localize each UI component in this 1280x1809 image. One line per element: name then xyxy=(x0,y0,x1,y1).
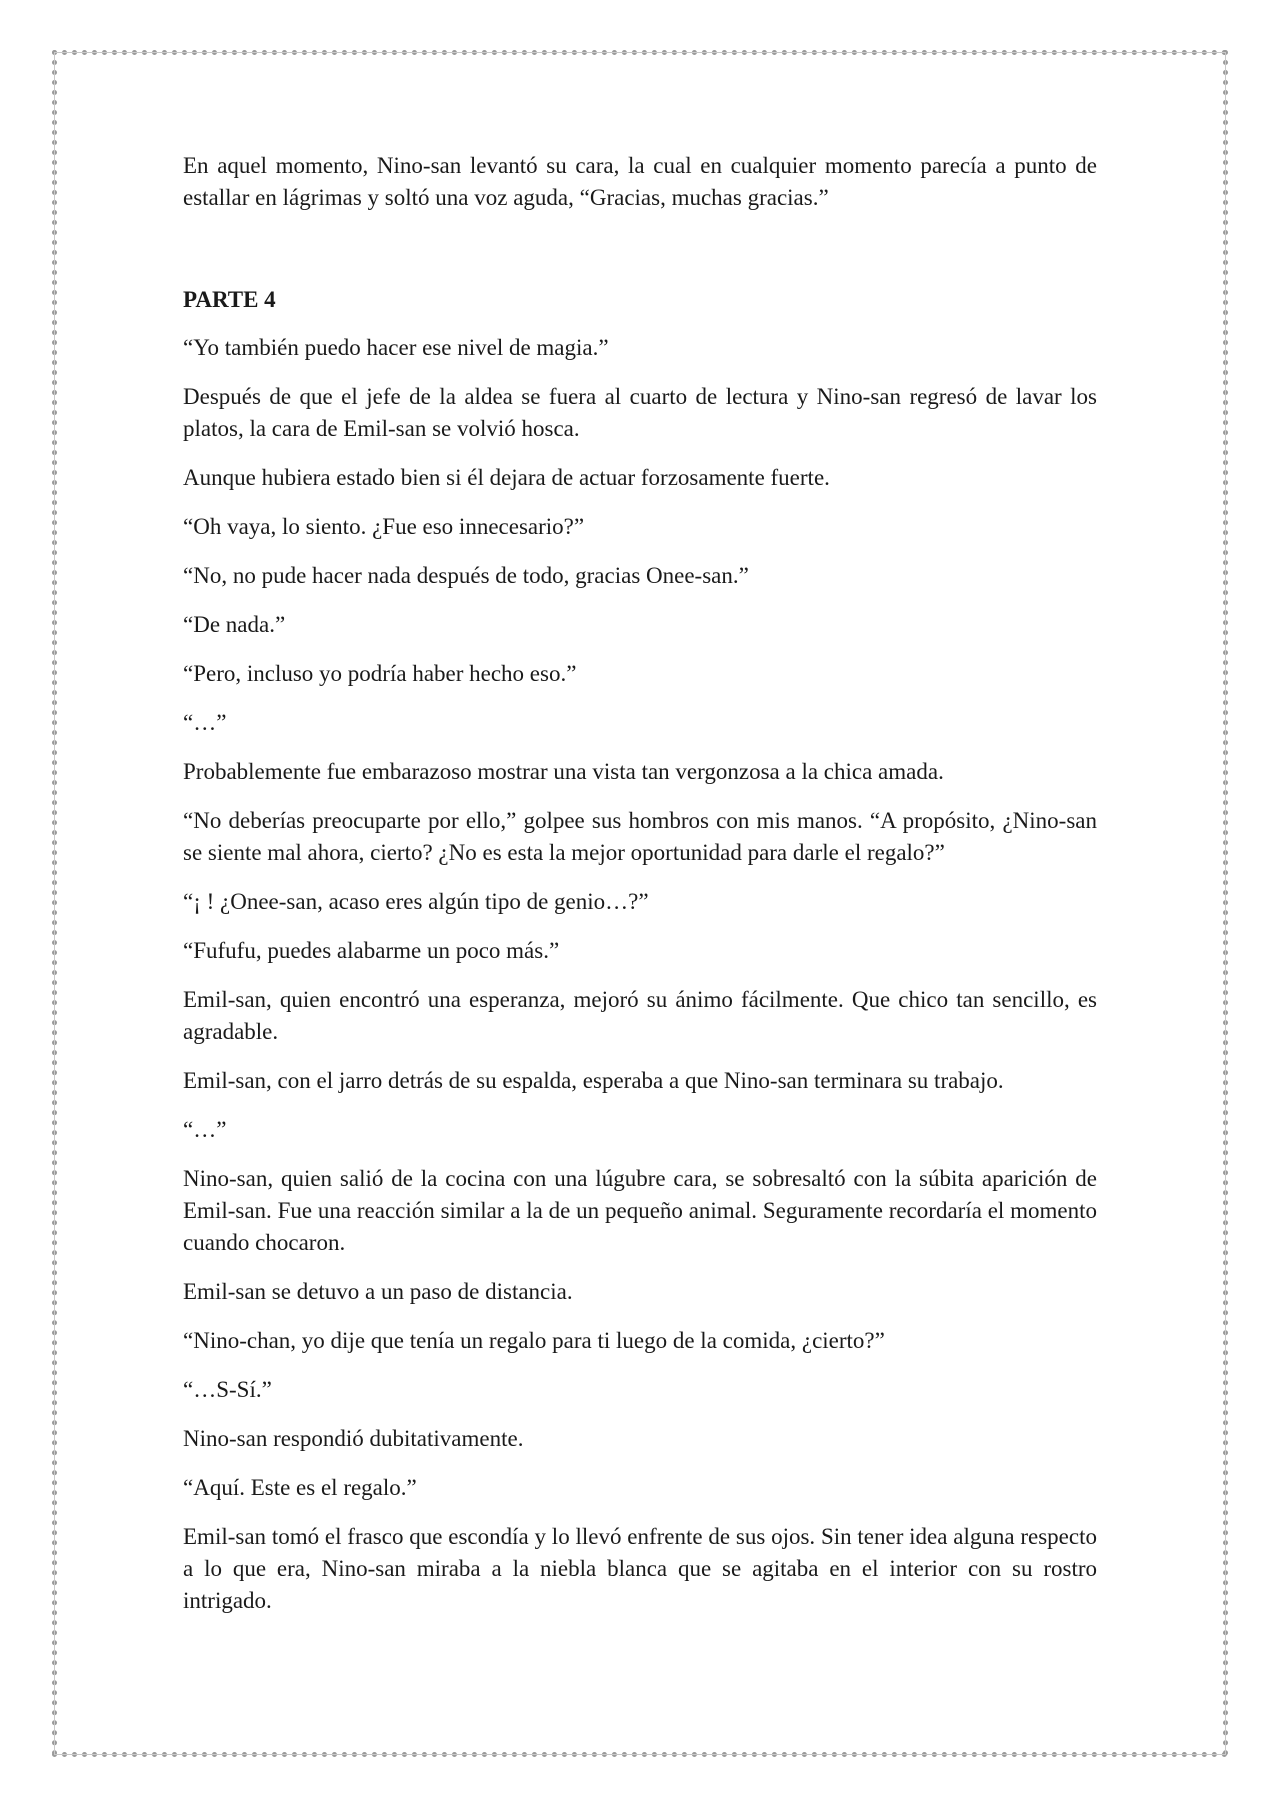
paragraph: “…” xyxy=(183,1117,227,1142)
paragraph: “Pero, incluso yo podría haber hecho eso.” xyxy=(183,661,577,686)
paragraph: Nino-san, quien salió de la cocina con una lúgubre cara, se sobresaltó con la súbita aparición de Emil-san. Fue una reacción similar a la de un pequeño animal. Seguramente recordaría el momento cuando chocaron. xyxy=(183,1166,1097,1255)
paragraph: “…” xyxy=(183,710,227,735)
paragraph: Emil-san tomó el frasco que escondía y lo llevó enfrente de sus ojos. Sin tener idea alguna respecto a lo que era, Nino-san miraba a la niebla blanca que se agitaba en el interior con su rostro intrigado. xyxy=(183,1524,1097,1613)
paragraph: “Nino-chan, yo dije que tenía un regalo para ti luego de la comida, ¿cierto?” xyxy=(183,1328,885,1353)
paragraph: “No, no pude hacer nada después de todo, gracias Onee-san.” xyxy=(183,563,749,588)
paragraph: “Oh vaya, lo siento. ¿Fue eso innecesario?” xyxy=(183,514,585,539)
paragraph: “Aquí. Este es el regalo.” xyxy=(183,1475,417,1500)
paragraph: Después de que el jefe de la aldea se fuera al cuarto de lectura y Nino-san regresó de lavar los platos, la cara de Emil-san se volvió hosca. xyxy=(183,384,1097,441)
paragraph: “¡ ! ¿Onee-san, acaso eres algún tipo de genio…?” xyxy=(183,889,649,914)
paragraph: Emil-san se detuvo a un paso de distancia. xyxy=(183,1279,573,1304)
paragraph: Nino-san respondió dubitativamente. xyxy=(183,1426,524,1451)
page-content xyxy=(183,150,1097,1634)
paragraph: Emil-san, quien encontró una esperanza, mejoró su ánimo fácilmente. Que chico tan sencillo, es agradable. xyxy=(183,987,1097,1044)
paragraph: “…S-Sí.” xyxy=(183,1377,272,1402)
paragraph: Emil-san, con el jarro detrás de su espalda, esperaba a que Nino-san terminara su trabajo. xyxy=(183,1068,1004,1093)
paragraph: “No deberías preocuparte por ello,” golpee sus hombros con mis manos. “A propósito, ¿Nino-san se siente mal ahora, cierto? ¿No es esta la mejor oportunidad para darle el regalo?” xyxy=(183,808,1097,865)
paragraph: Aunque hubiera estado bien si él dejara de actuar forzosamente fuerte. xyxy=(183,465,830,490)
paragraph: “Fufufu, puedes alabarme un poco más.” xyxy=(183,938,560,963)
section-heading: PARTE 4 xyxy=(183,287,276,312)
paragraph: Probablemente fue embarazoso mostrar una vista tan vergonzosa a la chica amada. xyxy=(183,759,944,784)
paragraph: En aquel momento, Nino-san levantó su cara, la cual en cualquier momento parecía a punto de estallar en lágrimas y soltó una voz aguda, “Gracias, muchas gracias.” xyxy=(183,153,1097,210)
paragraph: “Yo también puedo hacer ese nivel de magia.” xyxy=(183,335,609,360)
paragraph: “De nada.” xyxy=(183,612,286,637)
